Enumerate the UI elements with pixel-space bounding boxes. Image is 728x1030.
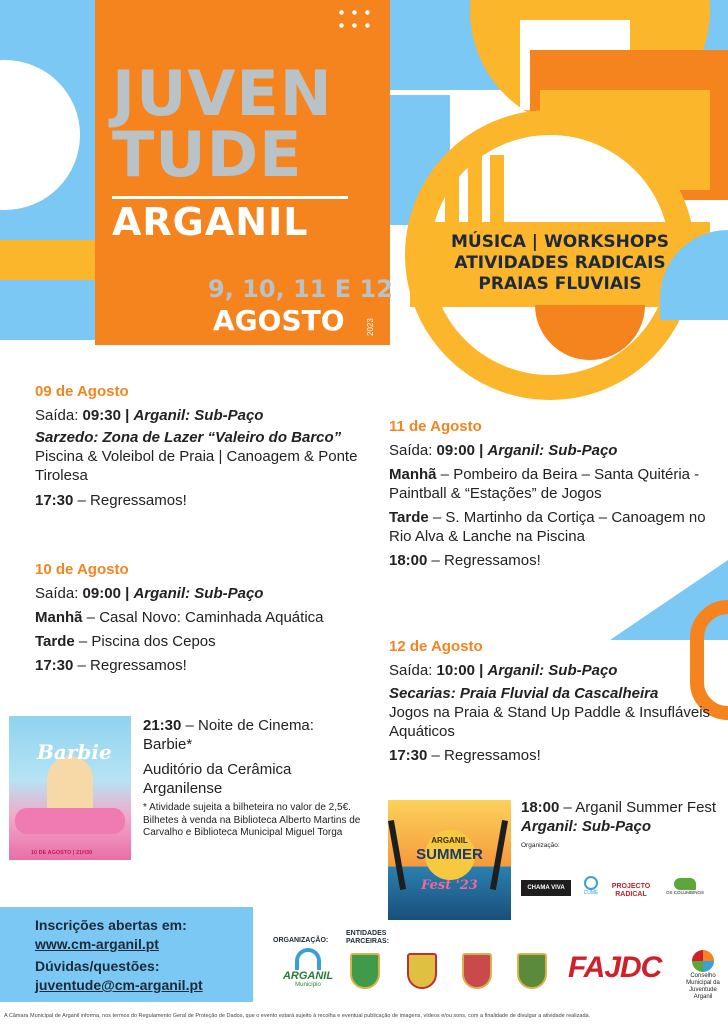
crest-3-icon (462, 953, 492, 989)
fajdc-logo: FAJDC (568, 951, 662, 984)
parceiras-label (346, 930, 396, 946)
day-11-afternoon (389, 508, 714, 546)
return-time: 18:00 (389, 552, 428, 569)
poster-date: 10 DE AGOSTO | 21H30 (31, 850, 93, 856)
logo-projecto-radical-text: PROJECTO RADICAL (611, 883, 651, 898)
banner-line-1: MÚSICA | WORKSHOPS (450, 232, 670, 252)
afternoon-text: – S. Martinho da Cortiça – Canoagem no Rio Alva & Lanche na Piscina (389, 509, 706, 545)
cinema-venue: Auditório da Cerâmica Arganilense (143, 761, 292, 797)
title-tude: TUDE (112, 118, 303, 191)
logo-chama-viva-text: CHAMA VIVA (527, 885, 565, 891)
departure-time: 10:00 | (436, 662, 488, 679)
header-banner-text (410, 232, 710, 295)
day-11-return (389, 551, 714, 570)
day-10-departure (35, 584, 380, 603)
summer-fest-org-label: Organização: (521, 842, 560, 849)
banner-line-2: ATIVIDADES RADICAIS (454, 253, 666, 273)
departure-time: 09:00 | (82, 585, 134, 602)
event-dates: 9, 10, 11 E 12 (208, 275, 393, 303)
summer-fest-place (521, 817, 721, 836)
day-10-return (35, 656, 380, 675)
conselho-text: Conselho Municipal da Juventude Arganil (686, 973, 720, 1000)
day-12-place (389, 684, 714, 703)
morning-text: – Casal Novo: Caminhada Aquática (82, 609, 324, 626)
day-10-morning (35, 608, 380, 627)
day-12-date: 12 de Agosto (389, 638, 483, 655)
header-dots (335, 6, 375, 36)
disclaimer: A Câmara Municipal de Arganil informa, nos termos do Regulamento Geral de Proteção de Dados, que o evento estará sujeito à recolha e eventual publicação de imagens, vídeos e/ou sons, com a finalidade de divulgar a atividade realizada. (4, 1013, 591, 1019)
day-09-activities: Piscina & Voleibol de Praia | Canoagem & Ponte Tirolesa (35, 448, 358, 484)
return-text: – Regressamos! (73, 657, 187, 674)
website-link[interactable]: www.cm-arganil.pt (35, 936, 159, 952)
poster-title: Barbie (37, 740, 112, 764)
inscricoes-label: Inscrições abertas em: (35, 917, 187, 933)
day-09-date: 09 de Agosto (35, 383, 129, 400)
return-time: 17:30 (35, 657, 74, 674)
cinema-note: * Atividade sujeita a bilheteira no valor de 2,5€. Bilhetes à venda na Biblioteca Alberto Martins de Carvalho e Biblioteca Municipal Miguel Torga (143, 802, 361, 838)
day-11-departure (389, 441, 714, 460)
return-text: – Regressamos! (427, 552, 541, 569)
day-10-date: 10 de Agosto (35, 561, 129, 578)
parceiras-label-text: ENTIDADES PARCEIRAS: (346, 930, 390, 945)
day-11-section (389, 418, 714, 570)
poster-main-text: SUMMER (416, 846, 483, 863)
duvidas-label: Dúvidas/questões: (35, 958, 160, 974)
summer-fest-place-text: Arganil: Sub-Paço (521, 818, 652, 835)
title-divider (112, 196, 348, 199)
day-11-date: 11 de Agosto (389, 418, 482, 435)
day-09-place (35, 428, 380, 447)
cinema-section (143, 716, 365, 840)
departure-time: 09:30 | (82, 407, 134, 424)
day-11-morning (389, 465, 714, 503)
barbie-poster (9, 716, 131, 860)
afternoon-label: Tarde (35, 633, 75, 650)
day-12-place-text: Secarias: Praia Fluvial da Cascalheira (389, 685, 659, 702)
header-pillars (445, 155, 459, 225)
arganil-a-icon (295, 948, 321, 970)
summer-fest-time: 18:00 (521, 799, 560, 816)
morning-label: Manhã (389, 466, 437, 483)
logo-columbinos (660, 878, 710, 895)
banner-line-3: PRAIAS FLUVIAIS (478, 274, 642, 294)
logo-columbinos-text: OS COLUMBINOS (665, 890, 704, 895)
organizacao-label: ORGANIZAÇÃO: (273, 937, 329, 944)
morning-text: – Pombeiro da Beira – Santa Quitéria - Paintball & “Estações” de Jogos (389, 466, 700, 502)
day-12-activities: Jogos na Praia & Stand Up Paddle & Insufláveis Aquáticos (389, 704, 711, 740)
logo-projecto-radical (606, 883, 656, 899)
title-arganil: ARGANIL (112, 200, 309, 244)
header-pillars-3 (490, 155, 504, 225)
conselho-icon (692, 950, 714, 972)
logo-cume-text: CUME (583, 890, 599, 896)
arganil-logo-sub: Município (295, 982, 321, 988)
departure-time: 09:00 | (436, 442, 488, 459)
header-left-lower-sky (0, 280, 95, 340)
day-10-section (35, 561, 380, 675)
poster-fest-text: Fest '23 (421, 878, 478, 893)
day-09-return (35, 491, 380, 510)
header-left-yellow-bar (0, 240, 95, 280)
departure-place: Arganil: Sub-Paço (487, 442, 618, 459)
day-10-afternoon (35, 632, 380, 651)
summer-fest-title-text: – Arganil Summer Fest (559, 799, 717, 816)
return-time: 17:30 (389, 747, 428, 764)
departure-place: Arganil: Sub-Paço (133, 585, 264, 602)
summer-fest-poster (388, 800, 511, 920)
cinema-title-text: – Noite de Cinema: Barbie* (143, 717, 314, 753)
departure-place: Arganil: Sub-Paço (487, 662, 618, 679)
cinema-time: 21:30 (143, 717, 182, 734)
header-pillars-2 (468, 155, 482, 225)
poster-figure (47, 756, 93, 816)
return-text: – Regressamos! (73, 492, 187, 509)
crest-1-icon (350, 953, 380, 989)
day-12-departure (389, 661, 714, 680)
bird-icon (674, 878, 696, 890)
departure-label: Saída: (35, 585, 83, 602)
poster-top-text: ARGANIL (431, 836, 468, 845)
day-12-section (389, 638, 714, 765)
day-09-place-text: Sarzedo: Zona de Lazer “Valeiro do Barco” (35, 429, 342, 446)
departure-label: Saída: (389, 662, 437, 679)
logo-chama-viva (521, 880, 571, 896)
conselho-logo (680, 950, 726, 1001)
cume-icon (584, 876, 598, 890)
return-text: – Regressamos! (427, 747, 541, 764)
cinema-title (143, 716, 365, 754)
day-09-section (35, 383, 380, 510)
departure-place: Arganil: Sub-Paço (133, 407, 264, 424)
arganil-logo-text: ARGANIL (282, 970, 334, 982)
summer-fest-section (521, 798, 721, 849)
departure-label: Saída: (35, 407, 83, 424)
poster-car (15, 808, 125, 834)
title-juven: JUVEN (112, 57, 333, 130)
afternoon-text: – Piscina dos Cepos (74, 633, 216, 650)
event-month: AGOSTO (213, 304, 345, 337)
summer-fest-title (521, 798, 721, 817)
afternoon-label: Tarde (389, 509, 429, 526)
event-year: 2023 (366, 318, 375, 336)
email-link[interactable]: juventude@cm-arganil.pt (35, 977, 203, 993)
return-time: 17:30 (35, 492, 74, 509)
crest-2-icon (407, 953, 437, 989)
departure-label: Saída: (389, 442, 437, 459)
crest-4-icon (517, 953, 547, 989)
morning-label: Manhã (35, 609, 83, 626)
footer-contact (35, 916, 250, 995)
arganil-municipio-logo (278, 948, 338, 1000)
day-09-departure (35, 406, 380, 425)
logo-cume (580, 876, 602, 906)
day-12-return (389, 746, 714, 765)
